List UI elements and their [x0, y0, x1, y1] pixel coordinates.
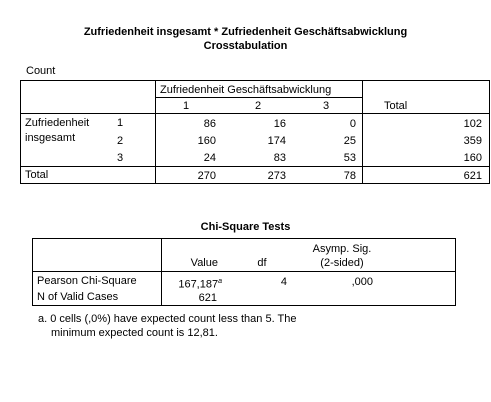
- cell-r1-c3: 0: [349, 118, 356, 130]
- chisq-pearson-value-footnote-marker: a: [218, 278, 222, 285]
- crosstab-total-separator: [20, 166, 490, 167]
- cell-r3-c2: 83: [273, 152, 286, 164]
- row-var-label-line2: insgesamt: [25, 132, 76, 144]
- chisq-row-label-n: N of Valid Cases: [37, 291, 119, 303]
- chisq-pearson-value-cell: [164, 275, 222, 292]
- col-group-label: Zufriedenheit Geschäftsabwicklung: [160, 84, 332, 96]
- chisq-header-value: Value: [190, 257, 218, 269]
- row-label-2: 2: [117, 135, 124, 147]
- total-header: Total: [384, 100, 408, 112]
- chisq-n-value: 621: [198, 292, 217, 304]
- count-label: Count: [26, 65, 56, 77]
- cell-r1-total: 102: [463, 118, 482, 130]
- cell-grand-total: 621: [463, 170, 482, 182]
- total-row-label: Total: [25, 169, 49, 181]
- cell-total-c2: 273: [267, 170, 286, 182]
- chisq-row-label-pearson: Pearson Chi-Square: [37, 275, 137, 287]
- col-header-3: 3: [322, 100, 330, 112]
- crosstab-title-line1: Zufriedenheit insgesamt * Zufriedenheit Geschäftsabwicklung: [83, 26, 408, 38]
- crosstab-left-border: [20, 80, 21, 184]
- chisq-title: Chi-Square Tests: [200, 221, 291, 233]
- crosstab-right-border: [489, 80, 490, 184]
- col-header-1: 1: [182, 100, 190, 112]
- cell-r3-c1: 24: [203, 152, 216, 164]
- col-header-2: 2: [254, 100, 262, 112]
- crosstab-group-underline: [155, 97, 362, 98]
- cell-total-c3: 78: [343, 170, 356, 182]
- chisq-pearson-value: 167,187: [178, 278, 219, 291]
- chisq-left-border: [32, 238, 33, 306]
- crosstab-header-bottom-border: [20, 113, 490, 114]
- chisq-header-sig-line2: (2-sided): [320, 257, 364, 269]
- cell-r1-c2: 16: [273, 118, 286, 130]
- chisq-bottom-border: [32, 305, 456, 306]
- cell-r1-c1: 86: [203, 118, 216, 130]
- row-label-1: 1: [117, 117, 124, 129]
- chisq-header-sig-line1: Asymp. Sig.: [312, 243, 372, 255]
- chisq-footnote-line2: minimum expected count is 12,81.: [51, 327, 218, 339]
- row-var-label-line1: Zufriedenheit: [25, 117, 90, 129]
- chisq-header-df: df: [257, 257, 267, 269]
- chisq-top-border: [32, 238, 456, 239]
- cell-r3-total: 160: [463, 152, 482, 164]
- cell-r2-c3: 25: [343, 135, 356, 147]
- chisq-divider-stub: [161, 238, 162, 306]
- cell-r3-c3: 53: [343, 152, 356, 164]
- crosstab-bottom-border: [20, 183, 490, 184]
- cell-r2-c1: 160: [197, 135, 216, 147]
- cell-total-c1: 270: [197, 170, 216, 182]
- row-label-3: 3: [117, 152, 124, 164]
- chisq-footnote-line1: a. 0 cells (,0%) have expected count less than 5. The: [38, 313, 297, 325]
- crosstab-top-border: [20, 80, 490, 81]
- cell-r2-c2: 174: [267, 135, 286, 147]
- cell-r2-total: 359: [463, 135, 482, 147]
- crosstab-divider-total: [362, 80, 363, 184]
- chisq-right-border: [455, 238, 456, 306]
- chisq-pearson-df: 4: [280, 276, 287, 288]
- chisq-header-bottom-border: [32, 271, 456, 272]
- chisq-pearson-sig: ,000: [351, 276, 373, 288]
- crosstab-title-line2: Crosstabulation: [203, 40, 288, 52]
